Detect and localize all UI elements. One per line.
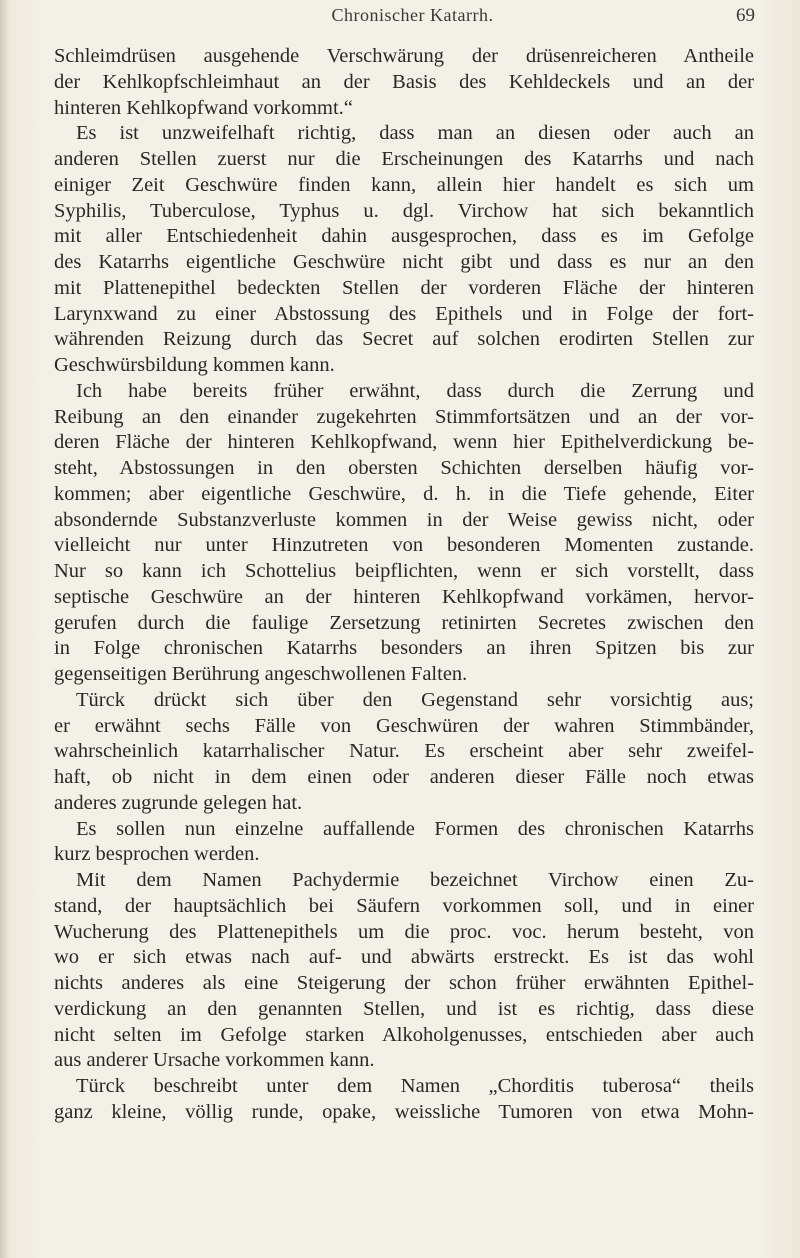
text-line: anderen Stellen zuerst nur die Erscheinungen des Katarrhs und nach [54,148,754,170]
text-line: haft, ob nicht in dem einen oder anderen dieser Fälle noch etwas [54,766,754,788]
text-line: Türck beschreibt unter dem Namen „Chorditis tuberosa“ theils [76,1075,754,1097]
text-line: gegenseitigen Berührung angeschwollenen Falten. [54,663,468,685]
text-line: Ich habe bereits früher erwähnt, dass durch die Zerrung und [76,379,754,402]
spine-shadow [0,0,10,1258]
text-line: wo er sich etwas nach auf- und abwärts erstreckt. Es ist das wohl [54,946,754,969]
text-line: Es sollen nun einzelne auffallende Formen des chronischen Katarrhs [76,817,754,840]
text-line: absondernde Substanzverluste kommen in der Weise gewiss nicht, oder [54,508,754,531]
text-line: einiger Zeit Geschwüre finden kann, allein hier handelt es sich um [54,173,754,196]
text-line: Mit dem Namen Pachydermie bezeichnet Virchow einen Zu- [76,869,754,891]
text-line: er erwähnt sechs Fälle von Geschwüren der wahren Stimmbänder, [54,714,754,737]
text-line: deren Fläche der hinteren Kehlkopfwand, wenn hier Epithelverdickung be- [54,431,754,454]
text-line: währenden Reizung durch das Secret auf solchen erodirten Stellen zur [54,328,754,351]
text-line: Syphilis, Tuberculose, Typhus u. dgl. Virchow hat sich bekanntlich [54,199,754,222]
text-line: vielleicht nur unter Hinzutreten von besonderen Momenten zustande. [54,534,754,557]
text-line: septische Geschwüre an der hinteren Kehlkopfwand vorkämen, hervor- [54,585,754,608]
text-line: wahrscheinlich katarrhalischer Natur. Es erscheint aber sehr zweifel- [54,740,754,763]
text-line: mit Plattenepithel bedeckten Stellen der vorderen Fläche der hinteren [54,276,754,299]
text-line: Schleimdrüsen ausgehende Verschwärung der drüsenreicheren Antheile [54,45,754,67]
text-line: aus anderer Ursache vorkommen kann. [54,1049,375,1072]
text-line: hinteren Kehlkopfwand vorkommt.“ [54,96,353,119]
page-number: 69 [736,5,755,26]
text-line: nicht selten im Gefolge starken Alkoholgenusses, entschieden aber auch [54,1023,754,1046]
text-line: steht, Abstossungen in den obersten Schichten derselben häufig vor- [54,457,754,479]
text-line: kommen; aber eigentliche Geschwüre, d. h. in die Tiefe gehende, Eiter [54,482,754,505]
text-line: des Katarrhs eigentliche Geschwüre nicht gibt und dass es nur an den [54,251,754,273]
text-line: gerufen durch die faulige Zersetzung retinirten Secretes zwischen den [54,611,754,634]
body-text [54,44,754,1126]
text-line: Nur so kann ich Schottelius beipflichten, wenn er sich vorstellt, dass [54,560,754,582]
text-line: ganz kleine, völlig runde, opake, weissliche Tumoren von etwa Mohn- [54,1100,754,1123]
text-line: verdickung an den genannten Stellen, und ist es richtig, dass diese [54,997,754,1020]
running-title: Chronischer Katarrh. [331,5,494,25]
text-line: Wucherung des Plattenepithels um die proc. voc. herum besteht, von [54,920,754,943]
text-line: der Kehlkopfschleimhaut an der Basis des Kehldeckels und an der [54,70,754,93]
text-line: Larynxwand zu einer Abstossung des Epithels und in Folge der fort- [54,302,754,325]
text-line: Geschwürsbildung kommen kann. [54,354,335,376]
text-line: in Folge chronischen Katarrhs besonders an ihren Spitzen bis zur [54,637,754,660]
text-line: kurz besprochen werden. [54,843,260,866]
text-line: Türck drückt sich über den Gegenstand sehr vorsichtig aus; [76,688,754,711]
text-line: mit aller Entschiedenheit dahin ausgesprochen, dass es im Gefolge [54,225,754,248]
text-line: nichts anderes als eine Steigerung der schon früher erwähnten Epithel- [54,972,754,994]
text-line: Reibung an den einander zugekehrten Stimmfortsätzen und an der vor- [54,405,754,428]
text-line: Es ist unzweifelhaft richtig, dass man an diesen oder auch an [76,122,754,145]
text-line: stand, der hauptsächlich bei Säufern vorkommen soll, und in einer [54,894,754,917]
text-line: anderes zugrunde gelegen hat. [54,791,303,814]
running-head [70,2,755,32]
